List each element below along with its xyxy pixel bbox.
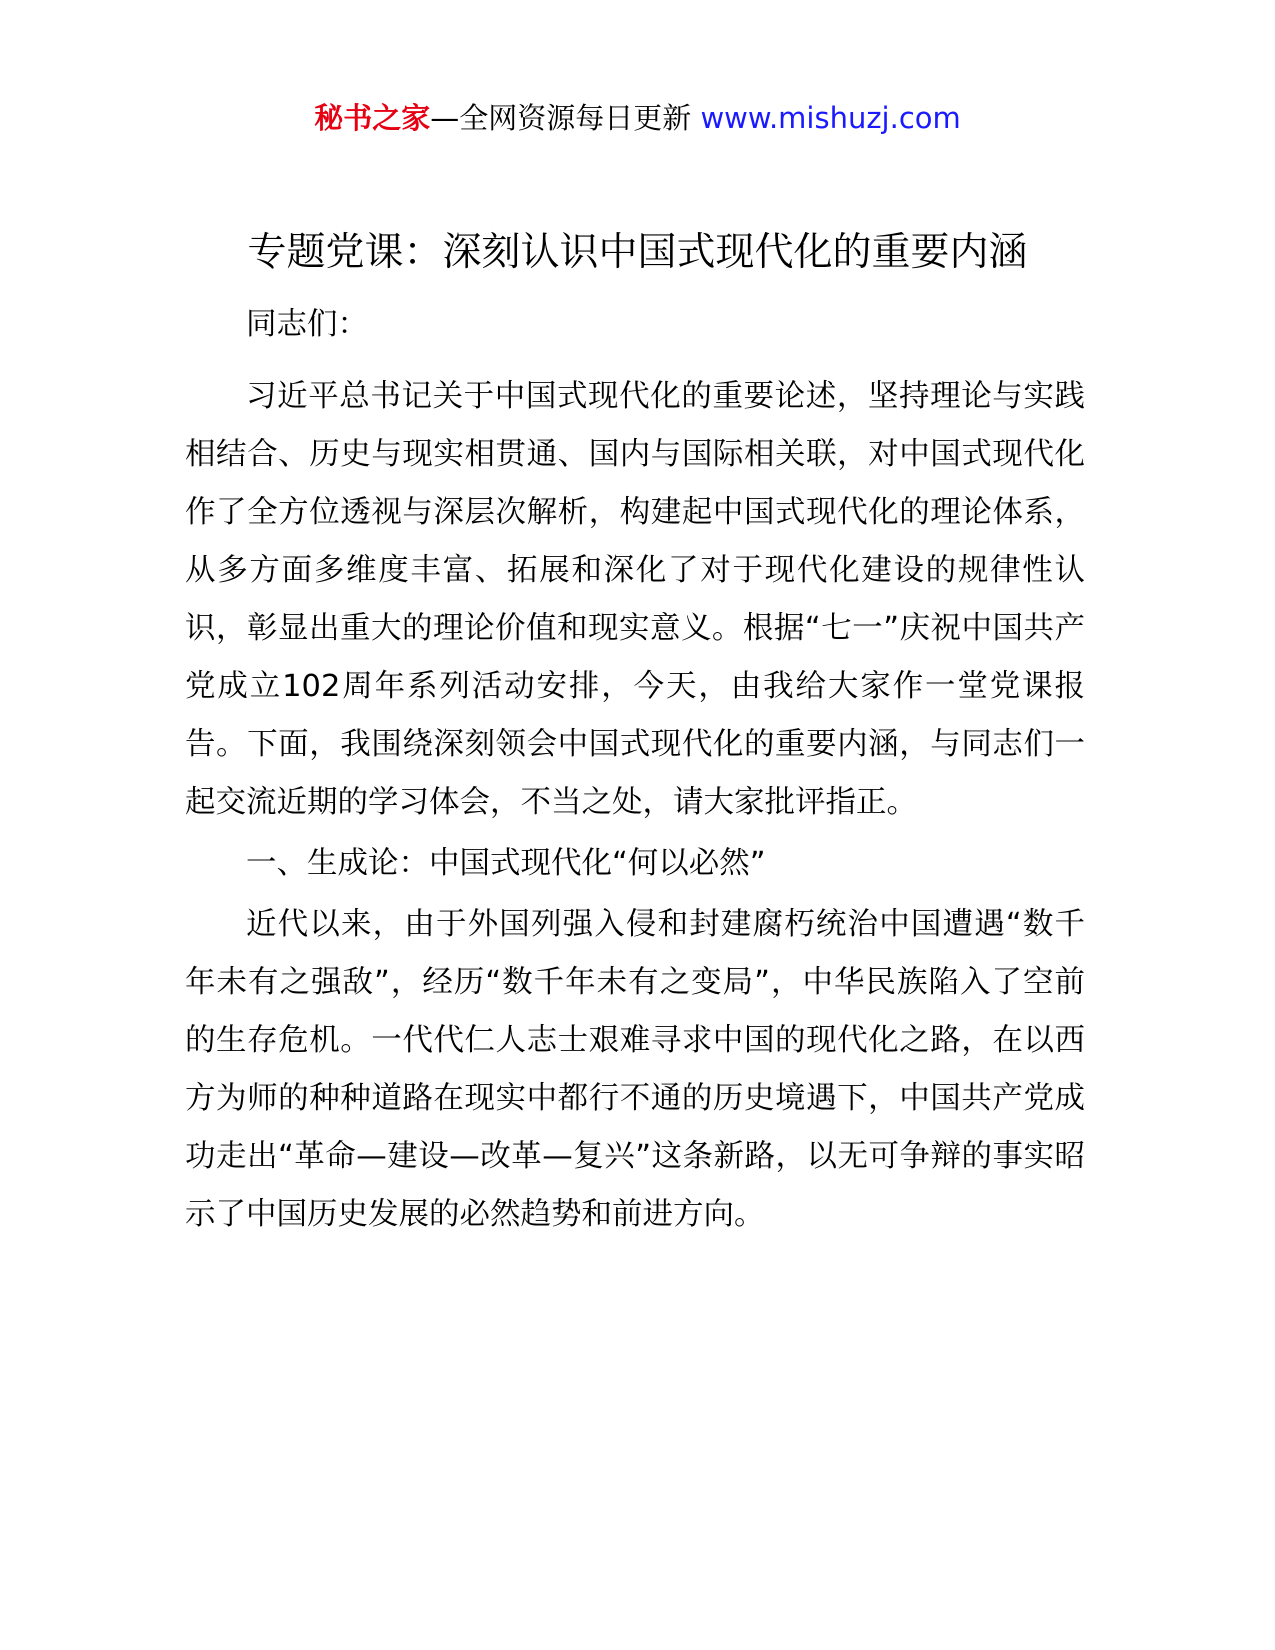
salutation-paragraph: 同志们： bbox=[246, 307, 368, 342]
section-heading: 一、生成论：中国式现代化“何以必然” bbox=[246, 846, 766, 881]
site-brand: 秘书之家 bbox=[314, 101, 431, 135]
site-header bbox=[0, 98, 1275, 138]
site-tagline: —全网资源每日更新 bbox=[430, 101, 701, 135]
document-title: 专题党课：深刻认识中国式现代化的重要内涵 bbox=[247, 230, 1028, 275]
body-paragraph: 近代以来，由于外国列强入侵和封建腐朽统治中国遭遇“数千年未有之强敌”，经历“数千年未有之变局”，中华民族陷入了空前的生存危机。一代代仁人志士艰难寻求中国的现代化之路，在以西方为师的种种道路在现实中都行不通的历史境遇下，中国共产党成功走出“革命—建设—改革—复兴”这条新路，以无可争辩的事实昭示了中国历史发展的必然趋势和前进方向。 bbox=[185, 907, 1085, 1232]
document-body bbox=[185, 296, 1085, 1247]
intro-paragraph: 习近平总书记关于中国式现代化的重要论述，坚持理论与实践相结合、历史与现实相贯通、国内与国际相关联，对中国式现代化作了全方位透视与深层次解析，构建起中国式现代化的理论体系，从多方面多维度丰富、拓展和深化了对于现代化建设的规律性认识，彰显出重大的理论价值和现实意义。根据“七一”庆祝中国共产党成立102周年系列活动安排，今天，由我给大家作一堂党课报告。下面，我围绕深刻领会中国式现代化的重要内涵，与同志们一起交流近期的学习体会，不当之处，请大家批评指正。 bbox=[185, 379, 1085, 820]
site-url-link[interactable]: www.mishuzj.com bbox=[700, 101, 961, 135]
